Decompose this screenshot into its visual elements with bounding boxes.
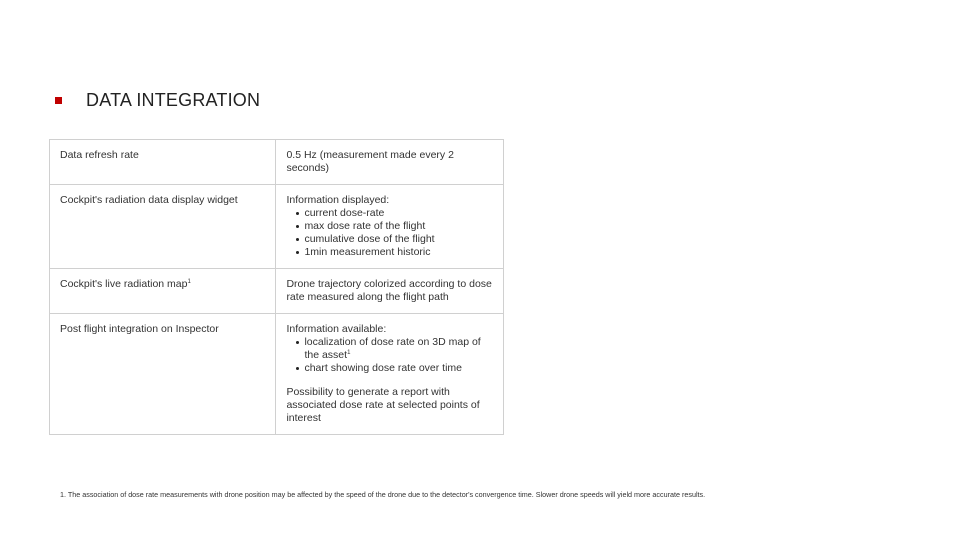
- info-list: [286, 336, 493, 375]
- row-value: 0.5 Hz (measurement made every 2 seconds): [276, 140, 504, 185]
- list-item: [304, 336, 493, 362]
- row-value: Drone trajectory colorized according to dose rate measured along the flight path: [276, 269, 504, 314]
- info-intro: Information displayed:: [286, 194, 390, 206]
- footnote-marker: 1: [347, 350, 351, 356]
- info-list: [286, 207, 493, 259]
- info-intro: Information available:: [286, 323, 387, 335]
- table-row: [50, 269, 504, 314]
- list-item: current dose-rate: [304, 207, 493, 220]
- row-value: [276, 185, 504, 269]
- list-item: max dose rate of the flight: [304, 220, 493, 233]
- list-item-text: localization of dose rate on 3D map of the asset: [304, 336, 481, 361]
- section-title: DATA INTEGRATION: [86, 90, 261, 110]
- table-row: [50, 185, 504, 269]
- list-item: 1min measurement historic: [304, 246, 493, 259]
- footnote-marker: 1: [187, 279, 191, 285]
- red-square-bullet-icon: [55, 97, 62, 104]
- footnote: 1. The association of dose rate measurements with drone position may be affected by the speed of the drone due to the detector's convergence time. Slower drone speeds will yield more accurate results.: [60, 490, 706, 499]
- report-note: Possibility to generate a report with associated dose rate at selected points of interest: [286, 386, 480, 424]
- list-item: chart showing dose rate over time: [304, 362, 493, 375]
- row-value: [276, 314, 504, 435]
- row-label: Data refresh rate: [50, 140, 276, 185]
- table-row: [50, 314, 504, 435]
- row-label: [50, 269, 276, 314]
- row-label: Cockpit's radiation data display widget: [50, 185, 276, 269]
- spec-table: [49, 139, 504, 435]
- table-row: [50, 140, 504, 185]
- section-heading: [55, 90, 260, 111]
- row-label: Post flight integration on Inspector: [50, 314, 276, 435]
- list-item: cumulative dose of the flight: [304, 233, 493, 246]
- row-label-text: Cockpit's live radiation map: [60, 278, 188, 290]
